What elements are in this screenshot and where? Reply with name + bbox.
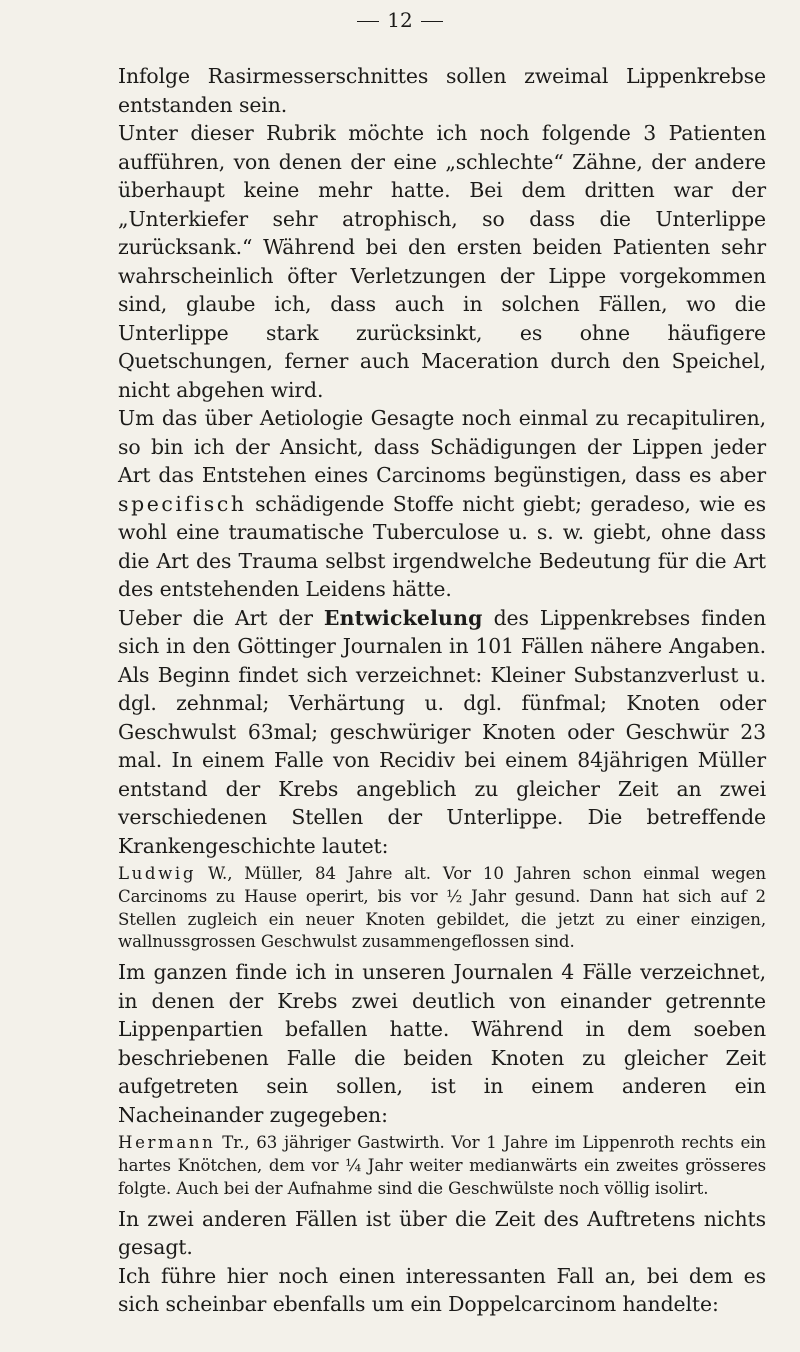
case-text-ludwig: W., Müller, 84 Jahre alt. Vor 10 Jahren schon einmal wegen Carcinoms zu Hause operirt, bis vor ½ Jahr gesund. Dann hat sich auf 2 Stellen zugleich ein neuer Knoten gebildet, die jetzt zu einer einzigen, wallnussgrossen Geschwulst zusammengeflossen sind. — [118, 864, 766, 952]
paragraph-aetiologie-text-b: schädigende Stoffe nicht giebt; geradeso, wie es wohl eine traumatische Tuberculose u. s. w. giebt, ohne dass die Art des Trauma selbst irgendwelche Bedeutung für die Art des entstehenden Leidens hätte. — [118, 491, 766, 601]
case-name-hermann: Hermann — [118, 1133, 216, 1153]
page-number-dash-left — [357, 21, 379, 22]
paragraph-doppel-lippenpartien-text: Im ganzen finde ich in unseren Journalen 4 Fälle verzeichnet, in denen der Krebs zwei deutlich von einander getrennte Lippenpartien befallen hatte. Während in dem soeben beschriebenen Falle die beiden Knoten zu gleicher Zeit aufgetreten sein sollen, ist in einem anderen ein Nacheinander zugegeben: — [118, 960, 766, 1127]
paragraph-entwickelung-text-a: Ueber die Art der — [118, 605, 313, 630]
paragraph-zwei-andere-text: In zwei anderen Fällen ist über die Zeit des Auftretens nichts gesagt. — [118, 1206, 766, 1260]
paragraph-rasirmesser — [118, 62, 766, 119]
paragraph-rubrik-text: Unter dieser Rubrik möchte ich noch folgende 3 Patienten aufführen, von denen der eine „schlechte“ Zähne, der andere überhaupt keine mehr hatte. Bei dem dritten war der „Unterkiefer sehr atrophisch, so dass die Unterlippe zurücksank.“ Während bei den ersten beiden Patienten sehr wahrscheinlich öfter Verletzungen der Lippe vorgekommen sind, glaube ich, dass auch in solchen Fällen, wo die Unterlippe stark zurücksinkt, es ohne häufigere Quetschungen, ferner auch Maceration durch den Speichel, nicht abgehen wird. — [118, 121, 766, 402]
paragraph-zwei-andere — [118, 1205, 766, 1262]
paragraph-aetiologie-text-a: Um das über Aetiologie Gesagte noch einmal zu recapituliren, so bin ich der Ansicht, dass Schädigungen der Lippen jeder Art das Entstehen eines Carcinoms begünstigen, dass es aber — [118, 406, 766, 487]
paragraph-doppelcarcinom — [118, 1262, 766, 1319]
case-name-ludwig: Ludwig — [118, 864, 197, 883]
case-text-hermann: Tr., 63 jähriger Gastwirth. Vor 1 Jahre im Lippenroth rechts ein hartes Knötchen, dem vor ¼ Jahr weiter medianwärts ein zweites grösseres folgte. Auch bei der Aufnahme sind die Geschwülste noch völlig isolirt. — [118, 1133, 766, 1198]
paragraph-entwickelung — [118, 604, 766, 861]
paragraph-rubrik — [118, 119, 766, 404]
page-number-dash-right — [421, 21, 443, 22]
paragraph-doppel-lippenpartien — [118, 958, 766, 1129]
case-history-hermann — [118, 1132, 766, 1200]
emphasis-entwickelung: Entwickelung — [323, 605, 483, 630]
page-number-text: 12 — [387, 8, 413, 32]
page-number — [0, 0, 800, 40]
paragraph-rasirmesser-text: Infolge Rasirmesserschnittes sollen zweimal Lippenkrebse entstanden sein. — [118, 64, 766, 117]
case-history-ludwig — [118, 863, 766, 954]
paragraph-aetiologie — [118, 404, 766, 604]
emphasis-specifisch: specifisch — [118, 491, 247, 516]
paragraph-doppelcarcinom-text: Ich führe hier noch einen interessanten Fall an, bei dem es sich scheinbar ebenfalls um ein Doppelcarcinom handelte: — [118, 1263, 766, 1317]
page-body — [118, 62, 766, 1319]
paragraph-entwickelung-text-b: des Lippenkrebses finden sich in den Göttinger Journalen in 101 Fällen nähere Angaben. Als Beginn findet sich verzeichnet: Kleiner Substanzverlust u. dgl. zehnmal; Verhärtung u. dgl. fünfmal; Knoten oder Geschwulst 63mal; geschwüriger Knoten oder Geschwür 23 mal. In einem Falle von Recidiv bei einem 84jährigen Müller entstand der Krebs angeblich zu gleicher Zeit an zwei verschiedenen Stellen der Unterlippe. Die betreffende Krankengeschichte lautet: — [118, 605, 766, 858]
